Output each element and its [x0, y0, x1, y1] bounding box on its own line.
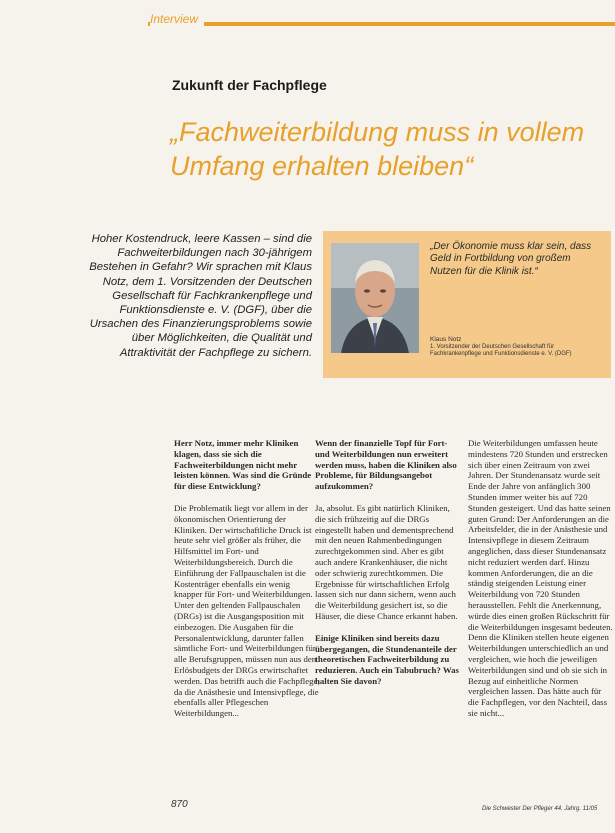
caption-name: Klaus Notz	[430, 336, 462, 343]
topic-heading: Zukunft der Fachpflege	[172, 77, 327, 93]
interview-answer: Die Weiterbildungen umfassen heute mindestens 720 Stunden und erstrecken sich über einen Zeitraum von zwei Jahren. Der Stundenansatz wurde seit Ende der Jahre von anfänglich 300 Stunden immer weiter bis auf 720 Stunden gesteigert. Und das hatte seinen guten Grund: Der Anforderungen an die Arbeitsfelder, die in der Anästhesie und Intensivpflege in diesem Zeitraum angeglichen, dass dieser Stundenansatz nicht reduziert werden darf. Hinzu kommen Anforderungen, die an die ständig steigenden Leistung einer Weiterbildung von 720 Stunden herausstellen. Fehlt die Anerkennung, würde dies einen großen Rückschritt für die Weiterbildungen insgesamt bedeuten. Denn die Kliniken stellen heute eigenen Weiterbildungen unterschiedlich an und vergleichen, wie hoch die jeweiligen Weiterbildungen sind und ob sie sich in Bezug auf einheitliche Normen vergleichen lassen. Das hätte auch für die Fachpflegen, vor den Nachteil, dass sie nicht...	[468, 438, 613, 718]
pull-quote: „Der Ökonomie muss klar sein, dass Geld in Fortbildung von großem Nutzen für die Klinik ist.“	[430, 241, 592, 277]
caption-role: 1. Vorsitzender der Deutschen Gesellschaft für Fachkrankenpflege und Funktionsdienste e. V. (DGF)	[430, 344, 572, 358]
interview-answer: Ja, absolut. Es gibt natürlich Kliniken, die sich frühzeitig auf die DRGs eingestellt haben und dementsprechend mit den neuen Rahmenbedingungen zurechtgekommen sind. Aber es gibt auch andere Krankenhäuser, die nicht oder schwierig zurechtkommen. Die Ergebnisse für wirtschaftlichen Erfolg lassen sich nur dann sichern, wenn auch die Weiterbildung gesichert ist, so die Häuser, die diese Chance erkannt haben.	[315, 502, 458, 621]
interview-question: Herr Notz, immer mehr Kliniken klagen, dass sie sich die Fachweiterbildungen nicht mehr leisten können. Was sind die Gründe für diese Entwicklung?	[174, 438, 312, 492]
headline: „Fachweiterbildung muss in vollem Umfang erhalten bleiben“	[170, 117, 585, 181]
portrait-photo	[331, 243, 419, 353]
interview-answer: Die Problematik liegt vor allem in der ökonomischen Orientierung der Kliniken. Der wirtschaftliche Druck ist heute sehr viel größer als früher, die Hilfsmittel im Fort- und Weiterbildungsbereich. Durch die Einführung der Fallpauschalen ist die Kostenträger ebenfalls ein wenig knapper für Fort- und Weiterbildungen. Unter den geltenden Fallpauschalen (DRGs) ist die Ausgangsposition mit einbezogen. Die Ausgaben für die Personalentwicklung, darunter fallen sämtliche Fort- und Weiterbildungen für alle Berufsgruppen, müssen nun aus den Erlösbudgets der DRGs erwirtschaftet werden. Das betrifft auch die Fachpflege, da die Anästhesie und Intensivpflege, die ebenfalls aller Pflegeschen Weiterbildungen...	[174, 502, 320, 719]
interview-question: Wenn der finanzielle Topf für Fort- und Weiterbildungen nun erweitert werden muss, haben die Kliniken also Probleme, für Bildungsangebot aufzukommen?	[315, 438, 457, 492]
text-column-2	[315, 438, 461, 698]
text-column-3	[468, 438, 614, 730]
page-number: 870	[171, 799, 188, 810]
section-label: Interview	[150, 12, 204, 26]
section-rule	[148, 22, 615, 26]
journal-source: Die Schwester Der Pfleger 44. Jahrg. 11/05	[482, 806, 598, 812]
interview-question: Einige Kliniken sind bereits dazu übergegangen, die Stundenanteile der theoretischen Fachweiterbildung zu reduzieren. Auch ein Tabubruch? Was halten Sie davon?	[315, 632, 459, 686]
lead-paragraph: Hoher Kostendruck, leere Kassen – sind die Fachweiterbildungen nach 30-jährigem Bestehen in Gefahr? Wir sprachen mit Klaus Notz, dem 1. Vorsitzenden der Deutschen Gesellschaft für Fachkrankenpflege und Funktionsdienste e. V. (DGF), über die Ursachen des Finanzierungsproblems sowie über Möglichkeiten, die Qualität und Attraktivität der Fachpflege zu sichern.	[89, 233, 312, 359]
portrait-illustration	[331, 243, 419, 353]
text-column-1	[174, 438, 320, 730]
